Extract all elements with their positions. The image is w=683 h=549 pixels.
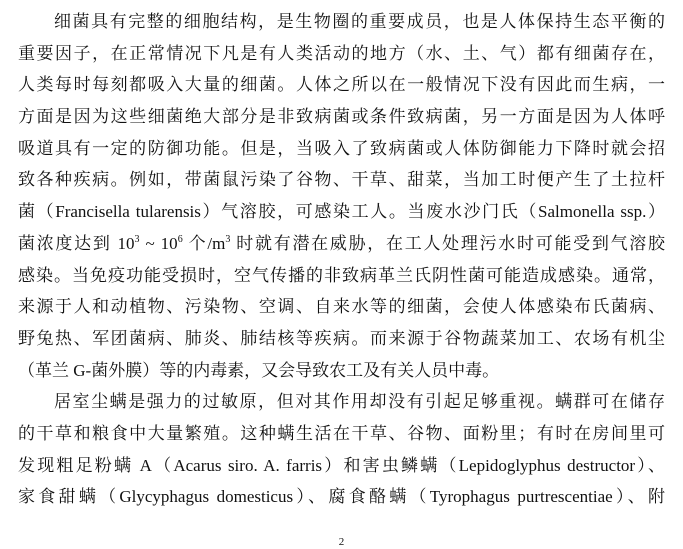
paragraph-line: 致各种疾病。例如，带菌鼠污染了谷物、干草、甜菜，当加工时便产生了土拉杆 bbox=[18, 170, 665, 190]
superscript: 3 bbox=[225, 233, 231, 245]
paragraph-line: 居室尘螨是强力的过敏原，但对其作用却没有引起足够重视。螨群可在储存 bbox=[54, 392, 665, 412]
text: ~ 10 bbox=[139, 233, 178, 253]
text: 时就有潜在威胁，在工人处理污水时可能受到气溶胶 bbox=[230, 233, 666, 253]
paragraph-line: 来源于人和动植物、污染物、空调、自来水等的细菌，会使人体感染布氏菌病、 bbox=[18, 297, 665, 317]
paragraph-line-concentration bbox=[18, 228, 665, 260]
paragraph-line: 重要因子，在正常情况下凡是有人类活动的地方（水、土、气）都有细菌存在， bbox=[18, 43, 665, 63]
text: 个/m bbox=[182, 233, 226, 253]
paragraph-line: 吸道具有一定的防御功能。但是，当吸入了致病菌或人体防御能力下降时就会招 bbox=[18, 138, 665, 158]
paragraph-line: 感染。当免疫功能受损时，空气传播的非致病革兰氏阴性菌可能造成感染。通常， bbox=[18, 265, 665, 285]
paragraph-line: 发现粗足粉螨 A（Acarus siro. A. farris）和害虫鳞螨（Lepidoglyphus destructor）、 bbox=[18, 455, 665, 475]
paragraph-line: 方面是因为这些细菌绝大部分是非致病菌或条件致病菌，另一方面是因为人体呼 bbox=[18, 107, 665, 127]
paragraph-line: 细菌具有完整的细胞结构，是生物圈的重要成员，也是人体保持生态平衡的 bbox=[54, 12, 665, 31]
page-number: 2 bbox=[338, 536, 345, 548]
paragraph-line: 家食甜螨（Glycyphagus domesticus）、腐食酪螨（Tyrophagus purtrescentiae）、附 bbox=[18, 487, 665, 507]
paragraph-line: 人类每时每刻都吸入大量的细菌。人体之所以在一般情况下没有因此而生病，一 bbox=[18, 75, 665, 95]
paragraph-line: 的干草和粮食中大量繁殖。这种螨生活在干草、谷物、面粉里；有时在房间里可 bbox=[18, 423, 665, 443]
paragraph-line: 野兔热、军团菌病、肺炎、肺结核等疾病。而来源于谷物蔬菜加工、农场有机尘 bbox=[18, 328, 665, 348]
paragraph-line: 菌（Francisella tularensis）气溶胶，可感染工人。当废水沙门氏（Salmonella ssp.） bbox=[18, 202, 665, 222]
paragraph-line-last: （革兰 G-菌外膜）等的内毒素，又会导致农工及有关人员中毒。 bbox=[18, 360, 500, 380]
document-body bbox=[18, 6, 665, 513]
superscript: 6 bbox=[177, 233, 183, 245]
text: 菌浓度达到 10 bbox=[18, 233, 135, 253]
superscript: 3 bbox=[134, 233, 140, 245]
